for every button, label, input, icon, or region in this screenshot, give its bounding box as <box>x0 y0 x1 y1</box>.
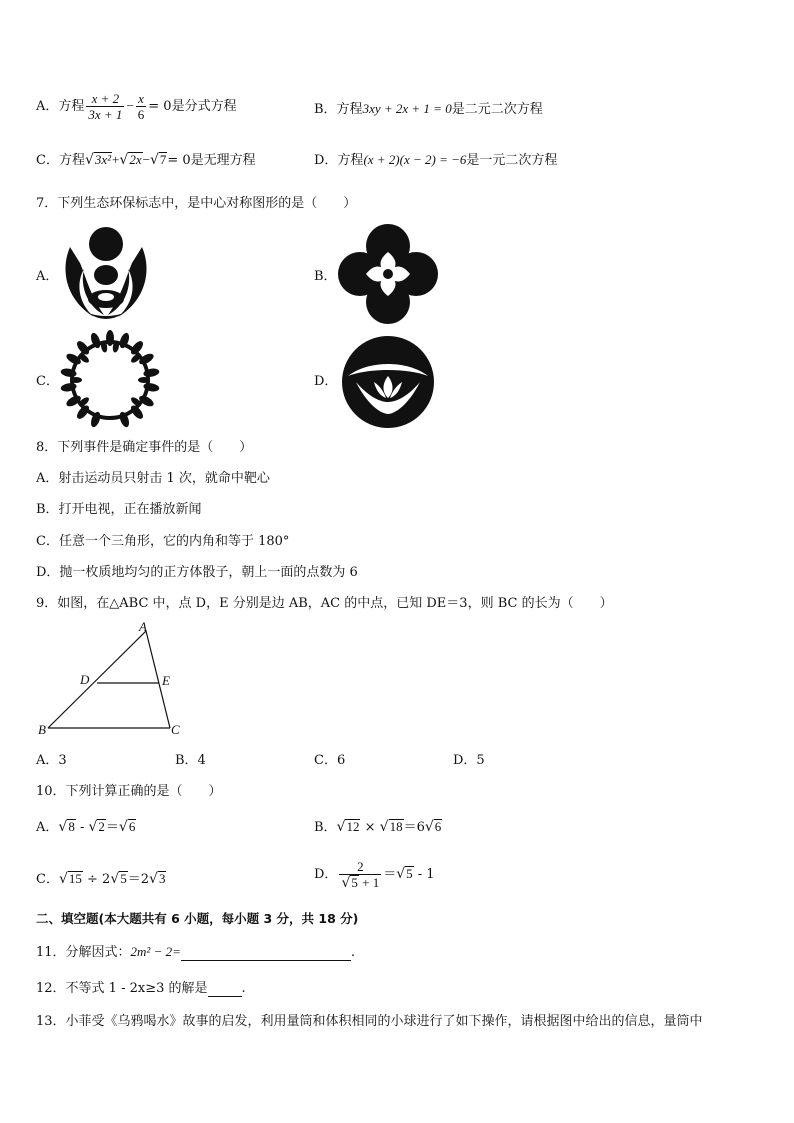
q9-stem: 9．如图，在△ABC 中，点 D，E 分别是边 AB，AC 的中点，已知 DE＝3，则 BC 的长为（ ） <box>36 596 613 611</box>
vertex-label-b: B <box>38 722 46 737</box>
q8-option-a: A．射击运动员只射击 1 次，就命中靶心 <box>36 471 270 486</box>
q10-stem: 10．下列计算正确的是（ ） <box>36 784 222 799</box>
q10-option-c: C．√15 ÷ 2√5＝2√3 <box>36 871 166 887</box>
eco-symbol-c-icon <box>60 330 160 430</box>
q10-option-b: B．√12 × √18＝6√6 <box>314 819 442 835</box>
eco-symbol-b-icon <box>336 222 440 326</box>
q7-option-b-label: B． <box>314 269 337 284</box>
answer-blank[interactable] <box>181 945 351 961</box>
fraction: $\frac{2}{√5 + 1}$ <box>341 858 380 891</box>
q6-option-a: A．方程 $\frac{x + 2}{3x + 1}$ − $\frac{x}{6}$ = 0是分式方程 <box>36 91 237 122</box>
vertex-label-c: C <box>171 722 180 737</box>
vertex-label-d: D <box>80 672 90 687</box>
eco-symbol-a-icon <box>60 225 160 325</box>
q9-option-a: A．3 <box>36 753 67 768</box>
q8-option-b: B．打开电视，正在播放新闻 <box>36 502 202 517</box>
q7-option-a-label: A． <box>36 269 59 284</box>
q9-option-c: C．6 <box>314 753 346 768</box>
q6-option-a-label: A．方程 <box>36 99 85 114</box>
q10-option-a: A．√8 - √2＝√6 <box>36 819 136 835</box>
q7-option-d-label: D． <box>314 374 338 389</box>
q11: 11．分解因式：2m² − 2= . <box>36 944 356 960</box>
q8-option-d: D．抛一枚质地均匀的正方体骰子，朝上一面的点数为 6 <box>36 565 358 580</box>
q9-option-d: D．5 <box>453 753 485 768</box>
answer-blank[interactable] <box>208 981 242 997</box>
q6-option-b: B．方程3xy + 2x + 1 = 0是二元二次方程 <box>314 101 543 117</box>
vertex-label-e: E <box>162 673 170 688</box>
q6-option-c: C．方程√3x²+√2x−√7= 0是无理方程 <box>36 152 256 168</box>
q7-stem: 7．下列生态环保标志中，是中心对称图形的是（ ） <box>36 196 357 211</box>
q8-option-c: C．任意一个三角形，它的内角和等于 180° <box>36 534 290 549</box>
section-title: 二、填空题(本大题共有 6 小题，每小题 3 分，共 18 分) <box>36 911 359 926</box>
fraction: $\frac{x + 2}{3x + 1}$ <box>88 91 123 122</box>
q12: 12．不等式 1 - 2x≥3 的解是 . <box>36 981 246 996</box>
q8-stem: 8．下列事件是确定事件的是（ ） <box>36 440 253 455</box>
q9-option-b: B．4 <box>175 753 206 768</box>
eco-symbol-d-icon <box>338 332 438 432</box>
q7-option-c-label: C． <box>36 374 59 389</box>
q13-stem: 13．小菲受《乌鸦喝水》故事的启发，利用量筒和体积相同的小球进行了如下操作，请根据图中给出的信息，量筒中 <box>36 1014 703 1029</box>
q10-option-d: D． $\frac{2}{√5 + 1}$ ＝√5 - 1 <box>314 858 435 891</box>
q6-option-a-tail: = 0是分式方程 <box>148 99 237 114</box>
q6-option-d: D．方程(x + 2)(x − 2) = −6是一元二次方程 <box>314 152 558 168</box>
fraction: $\frac{x}{6}$ <box>137 91 145 122</box>
vertex-label-a: A <box>139 619 147 634</box>
